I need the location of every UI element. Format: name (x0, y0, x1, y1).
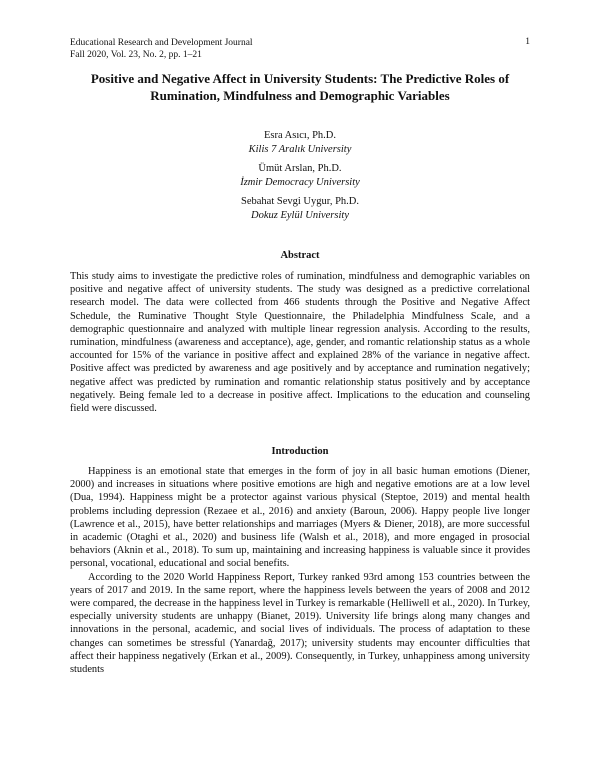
paper-title: Positive and Negative Affect in University Students: The Predictive Roles of Rumination, Mindfulness and Demographic Variables (90, 71, 510, 103)
intro-paragraph: According to the 2020 World Happiness Report, Turkey ranked 93rd among 153 countries between the years of 2017 and 2019. In the same report, where the happiness levels between the years of 2008 and 2012 were compared, the decrease in the happiness level in Turkey is remarkable (Helliwell et al., 2020). In Turkey, especially university students are unhappy (Bianet, 2019). University life brings along many changes and innovations in the personal, academic, and social lives of individuals. The process of adaptation to these changes can sometimes be stressful (Yanardağ, 2017); university students may encounter difficulties that affect their happiness negatively (Erkan et al., 2009). Consequently, in Turkey, unhappiness among university students (70, 571, 530, 676)
running-header (70, 37, 253, 61)
author-affiliation: Dokuz Eylül University (251, 210, 349, 221)
introduction-body (70, 465, 530, 676)
introduction-heading: Introduction (271, 446, 329, 457)
author-affiliation: İzmir Democracy University (240, 177, 360, 188)
journal-name: Educational Research and Development Journal (70, 38, 253, 48)
abstract-heading: Abstract (280, 250, 320, 261)
author-1 (0, 129, 600, 157)
author-2 (0, 162, 600, 190)
author-block (0, 129, 600, 228)
author-name: Sebahat Sevgi Uygur, Ph.D. (241, 196, 359, 207)
author-affiliation: Kilis 7 Aralık University (248, 144, 352, 155)
author-name: Esra Asıcı, Ph.D. (263, 130, 337, 141)
page-number: 1 (525, 37, 530, 47)
issue-info: Fall 2020, Vol. 23, No. 2, pp. 1–21 (70, 50, 202, 60)
author-name: Ümüt Arslan, Ph.D. (258, 163, 342, 174)
abstract-text: This study aims to investigate the predictive roles of rumination, mindfulness and demographic variables on positive and negative affect of university students. The study was designed as a predictive correlational research model. The data were collected from 466 students through the Positive and Negative Affect Schedule, the Ruminative Thought Style Questionnaire, the Philadelphia Mindfulness Scale, and a demographic questionnaire and analyzed with multiple linear regression analysis. According to the results, rumination, mindfulness (awareness and acceptance), age, gender, and romantic relationship status as a whole accounted for 15% of the variance in positive affect and explained 28% of the variance in negative affect. Positive affect was predicted by awareness and age positively and by acceptance and rumination negatively; negative affect was predicted by rumination and romantic relationship status positively and by acceptance negatively. Being female led to a decrease in positive affect. Implications to the education and counseling field were discussed. (70, 271, 530, 415)
intro-paragraph: Happiness is an emotional state that emerges in the form of joy in all basic human emotions (Diener, 2000) and increases in situations where positive emotions are high and negative emotions are at a low level (Dua, 1994). Happiness might be a protector against various physical (Steptoe, 2019) and mental health problems including depression (Rezaee et al., 2016) and anxiety (Baroun, 2006). Happy people live longer (Lawrence et al., 2015), have better relationships and marriages (Myers & Diener, 2018), are more successful in academic (Otaghi et al., 2020) and business life (Walsh et al., 2018), and more engaged in prosocial behaviors (Aknin et al., 2018). To sum up, maintaining and increasing happiness is valuable since it provides personal, vocational, educational and social benefits. (70, 466, 530, 570)
author-3 (0, 195, 600, 223)
